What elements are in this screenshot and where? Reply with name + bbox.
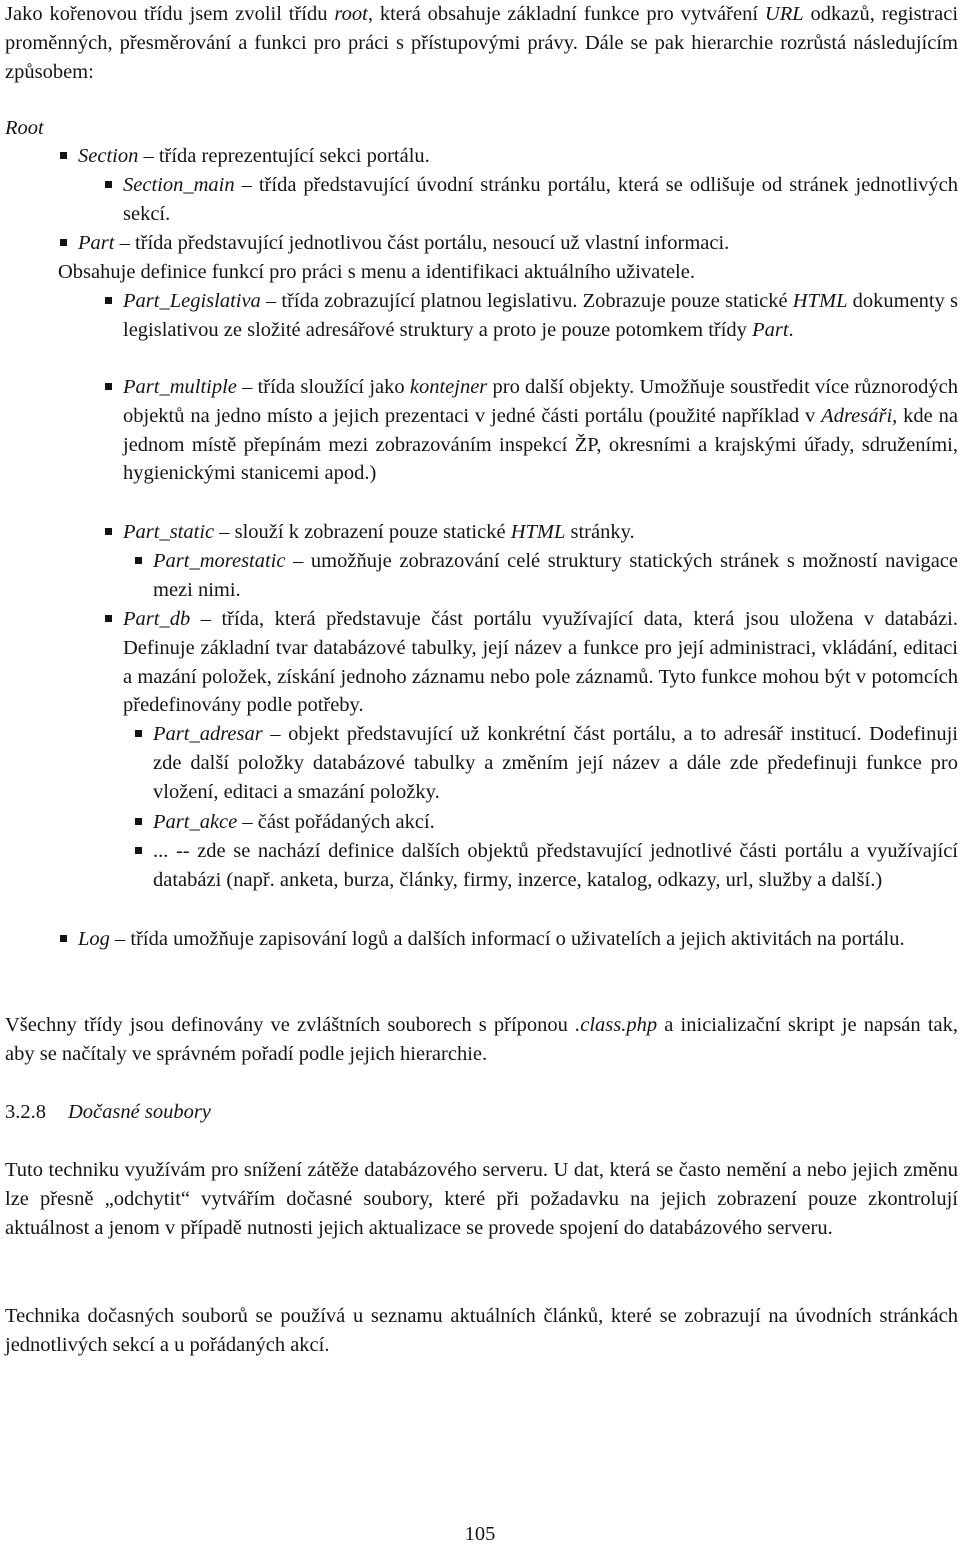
intro-text-3: odkazů, registraci proměnných, přesměrování a funkci pro práci s přístupovými právy. Dále se pak hierarchie rozrůstá následujícím způsobem: bbox=[5, 3, 959, 83]
class-name: Part_akce bbox=[153, 811, 238, 833]
section-number: 3.2.8 bbox=[5, 1101, 46, 1123]
intro-url-term: URL bbox=[764, 3, 804, 25]
class-description: – třída představující úvodní stránku portálu, která se odlišuje od stránek jednotlivých sekcí. bbox=[123, 174, 958, 225]
classes-text-1: Všechny třídy jsou definovány ve zvláštních souborech s příponou bbox=[5, 1014, 576, 1036]
tree-item-part-multiple bbox=[123, 373, 958, 488]
tree-item-part-akce bbox=[153, 808, 958, 837]
tree-item-part-continuation bbox=[58, 258, 958, 287]
tree-item-part-morestatic bbox=[153, 547, 958, 605]
class-description-2: pro další objekty. Umožňuje soustředit více různorodých objektů na jedno místo a jejich prezentaci v jedné části portálu (použité například v bbox=[123, 376, 958, 427]
tree-root-label bbox=[5, 114, 958, 143]
class-description: – třída sloužící jako bbox=[236, 376, 410, 398]
class-description: – třída umožňuje zapisování logů a dalších informací o uživatelích a jejich aktivitách na portálu. bbox=[109, 928, 905, 950]
class-name: Part_Legislativa bbox=[123, 290, 261, 312]
class-description-2: dokumenty s legislativou ze složité adresářové struktury a proto je pouze potomkem třídy bbox=[123, 290, 959, 341]
class-description: – třída reprezentující sekci portálu. bbox=[138, 145, 430, 167]
tree-item-more bbox=[153, 837, 958, 895]
adresari-term: Adresáři bbox=[821, 404, 893, 427]
class-description: – třída, která představuje část portálu využívající data, která jsou uložena v databázi. Definuje základní tvar databázové tabulky, její název a funkce pro její administraci, vkládání, editaci a mazání položek, získání jednoho záznamu nebo pole záznamů. Tyto funkce mohou být v potomcích předefinovány podle potřeby. bbox=[123, 608, 958, 717]
class-name: Log bbox=[78, 928, 110, 950]
class-description-2: stránky. bbox=[565, 521, 635, 543]
tree-item-part-db bbox=[123, 605, 958, 720]
temp-files-paragraph-1 bbox=[5, 1156, 958, 1242]
tree-item-part-legislativa bbox=[123, 287, 958, 345]
intro-root-term: root bbox=[334, 3, 368, 25]
section-heading bbox=[5, 1098, 958, 1127]
tree-item-log bbox=[78, 925, 958, 954]
class-description: – třída zobrazující platnou legislativu. Zobrazuje pouze statické bbox=[260, 290, 793, 312]
class-name: Part_adresar bbox=[153, 723, 263, 745]
class-name: Part_multiple bbox=[123, 376, 237, 398]
classes-text-2: a inicializační skript je napsán tak, aby se načítaly ve správném pořadí podle jejich hierarchie. bbox=[5, 1014, 958, 1065]
html-term: HTML bbox=[792, 290, 848, 312]
intro-text-1: Jako kořenovou třídu jsem zvolil třídu bbox=[5, 3, 335, 25]
section-title: Dočasné soubory bbox=[68, 1101, 211, 1123]
paragraph-text: Technika dočasných souborů se používá u seznamu aktuálních článků, které se zobrazují na úvodních stránkách jednotlivých sekcí a u pořádaných akcí. bbox=[5, 1305, 958, 1356]
class-name: Part bbox=[78, 232, 115, 254]
paragraph-text: Tuto techniku využívám pro snížení zátěže databázového serveru. U dat, která se často nemění a nebo jejich změnu lze přesně „odchytit“ vytvářím dočasné soubory, které při požadavku na jejich zobrazení pouze zkontrolují aktuálnost a jenom v případě nutnosti jejich aktualizace se provede spojení do databázového serveru. bbox=[5, 1159, 958, 1239]
classes-paragraph bbox=[5, 1011, 958, 1069]
intro-text-2: , která obsahuje základní funkce pro vytváření bbox=[367, 3, 765, 25]
root-label-text: Root bbox=[5, 117, 44, 139]
class-description-continued: Obsahuje definice funkcí pro práci s menu a identifikaci aktuálního uživatele. bbox=[58, 261, 695, 283]
part-term: Part bbox=[752, 318, 789, 341]
page-number: 105 bbox=[464, 1523, 496, 1545]
class-name: Part_db bbox=[123, 608, 191, 630]
tree-item-section-main bbox=[123, 171, 958, 229]
kontejner-term: kontejner bbox=[409, 376, 488, 398]
intro-paragraph bbox=[5, 0, 958, 86]
tree-item-part bbox=[78, 229, 958, 258]
class-description-3: . bbox=[788, 318, 794, 341]
tree-item-part-static bbox=[123, 518, 958, 547]
class-description: – slouží k zobrazení pouze statické bbox=[214, 521, 511, 543]
class-description: – umožňuje zobrazování celé struktury statických stránek s možností navigace mezi nimi. bbox=[153, 550, 958, 601]
class-description: ... -- zde se nachází definice dalších objektů představující jednotlivé části portálu a využívající databázi (např. anketa, burza, články, firmy, inzerce, katalog, odkazy, url, služby a další.) bbox=[153, 840, 958, 891]
class-name: Section bbox=[78, 145, 139, 167]
class-name: Part_morestatic bbox=[153, 550, 286, 572]
class-description: – objekt představující už konkrétní část portálu, a to adresář institucí. Dodefinuji zde další položky databázové tabulky a změním její název a dále zde předefinuji funkce pro vložení, editaci a smazání položky. bbox=[153, 723, 958, 803]
file-extension-term: .class.php bbox=[575, 1014, 658, 1036]
class-name: Section_main bbox=[123, 174, 235, 196]
temp-files-paragraph-2 bbox=[5, 1302, 958, 1360]
tree-item-section bbox=[78, 142, 958, 171]
class-name: Part_static bbox=[123, 521, 215, 543]
html-term: HTML bbox=[510, 521, 566, 543]
class-description: – část pořádaných akcí. bbox=[237, 811, 435, 833]
class-description: – třída představující jednotlivou část portálu, nesoucí už vlastní informaci. bbox=[114, 232, 730, 254]
class-description-3: , kde na jednom místě přepínám mezi zobrazováním inspekcí ŽP, okresními a krajskými úřady, sdruženími, hygienickými stanicemi apod.) bbox=[123, 404, 958, 485]
tree-item-part-adresar bbox=[153, 720, 958, 806]
